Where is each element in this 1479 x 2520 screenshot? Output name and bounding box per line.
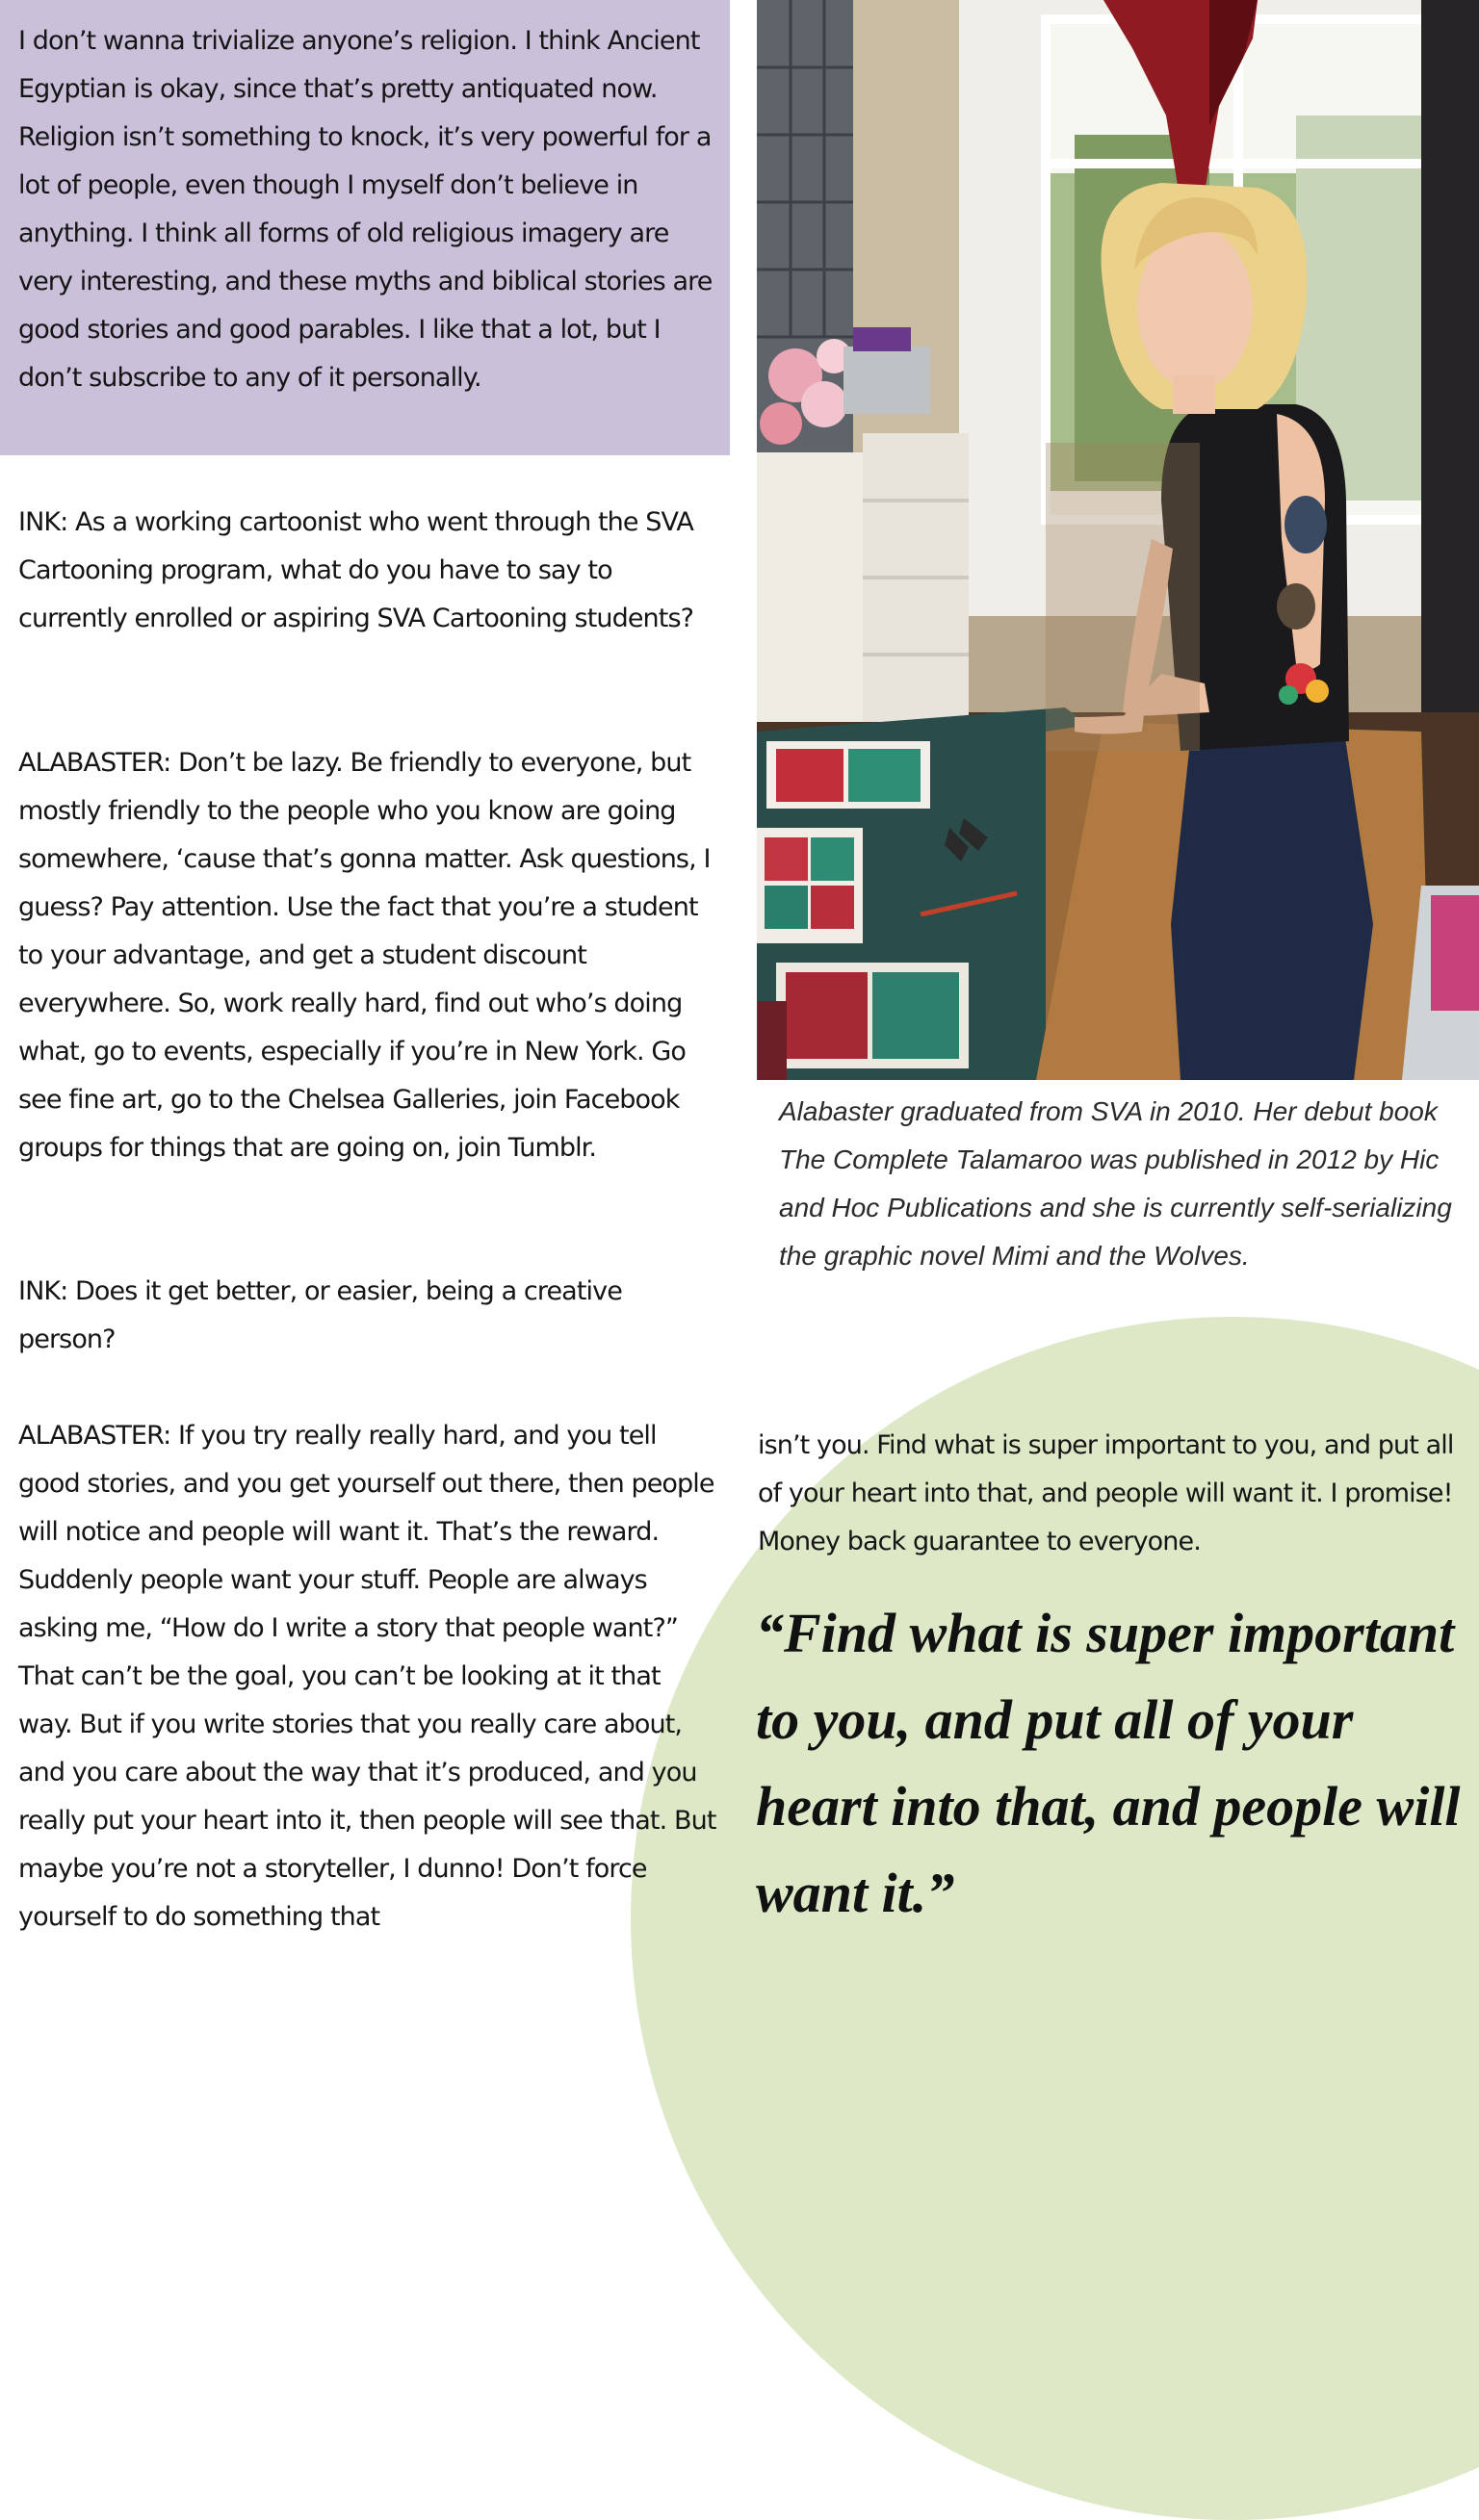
interview-answer-1: ALABASTER: Don’t be lazy. Be friendly to everyone, but mostly friendly to the people who you know are going somewhere, ‘cause that’s gonna matter. Ask questions, I guess? Pay attention. Use the fact that you’re a student to your advantage, and get a student discount everywhere. So, work really hard, find out who’s doing what, go to events, especially if you’re in New York. Go see fine art, go to the Chelsea Galleries, join Facebook groups for things that are going on, join Tumblr. [18, 748, 711, 1163]
intro-paragraph: I don’t wanna trivialize anyone’s religion. I think Ancient Egyptian is okay, since that’s pretty antiquated now. Religion isn’t something to knock, it’s very powerful for a lot of people, even though I myself don’t believe in anything. I think all forms of old religious imagery are very interesting, and these myths and biblical stories are good stories and good parables. I like that a lot, but I don’t subscribe to any of it personally. [18, 26, 713, 393]
answer-continuation: isn’t you. Find what is super important to you, and put all of your heart into that, and people will want it. I promise! Money back guarantee to everyone. [758, 1430, 1454, 1556]
photo-caption: Alabaster graduated from SVA in 2010. Her debut book The Complete Talamaroo was published in 2012 by Hic and Hoc Publications and she is currently self-serializing the graphic novel Mimi and the Wolves. [779, 1096, 1452, 1271]
artist-studio-photo [757, 0, 1479, 1080]
interview-answer-2: ALABASTER: If you try really really hard, and you tell good stories, and you get yourself out there, then people will notice and people will want it. That’s the reward. Suddenly people want your stuff. People are always asking me, “How do I write a story that people want?” That can’t be the goal, you can’t be looking at it that way. But if you write stories that you really care about, and you care about the way that it’s produced, and you really put your heart into it, then people will see that. But maybe you’re not a storyteller, I dunno! Don’t force yourself to do something that [18, 1421, 716, 1932]
pull-quote: “Find what is super important to you, and put all of your heart into that, and people will want it.” [756, 1602, 1461, 1924]
interview-question-2: INK: Does it get better, or easier, being a creative person? [18, 1276, 622, 1354]
interview-question-1: INK: As a working cartoonist who went through the SVA Cartooning program, what do you have to say to currently enrolled or aspiring SVA Cartooning students? [18, 507, 694, 633]
